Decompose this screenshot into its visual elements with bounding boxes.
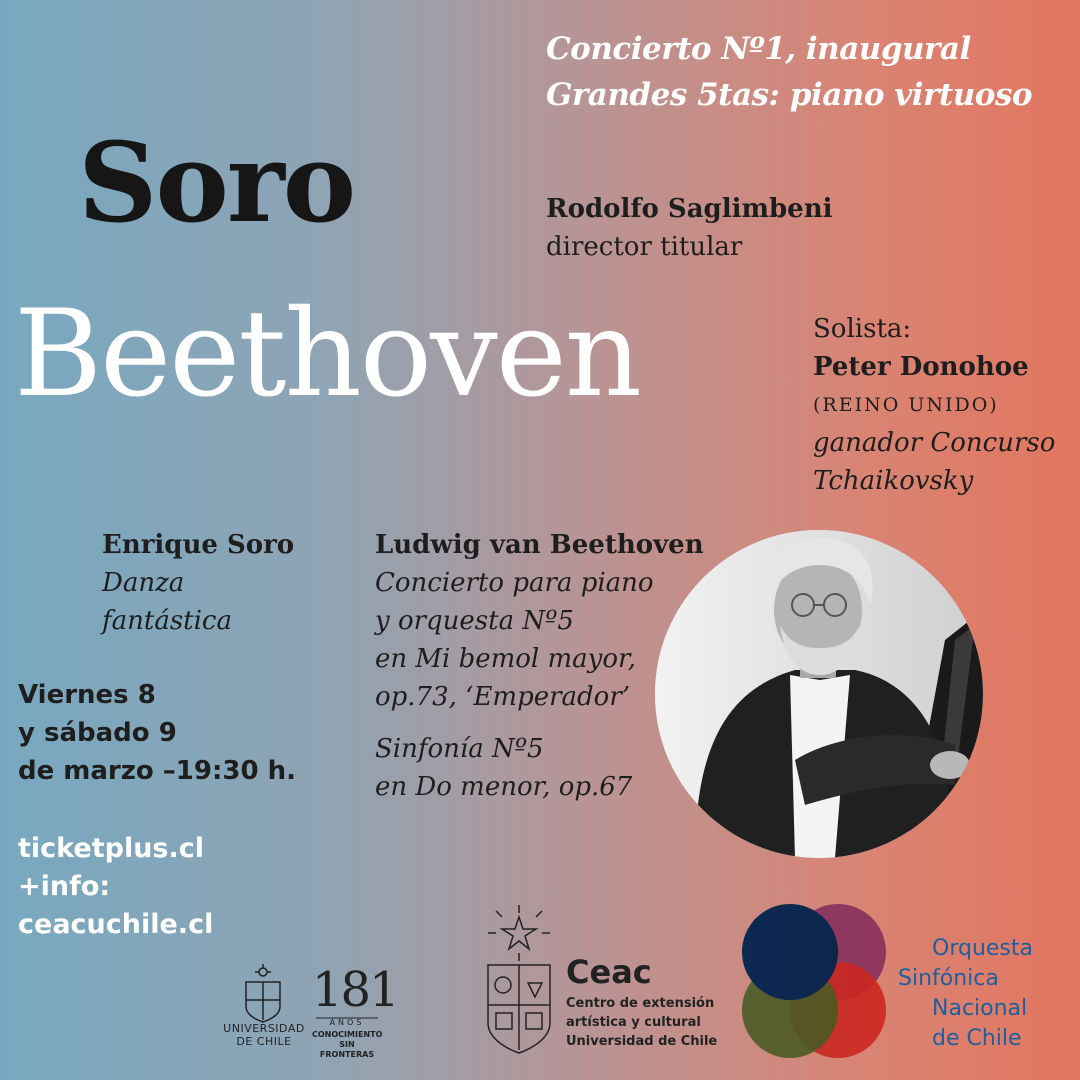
ceac-star-emblem-icon xyxy=(484,905,554,1055)
program-soro-composer: Enrique Soro xyxy=(102,530,295,560)
osn-name-line1: Orquesta xyxy=(932,936,1033,961)
osn-name xyxy=(898,934,1033,1054)
ceac-sub-line1: Centro de extensión xyxy=(566,996,715,1011)
piano-concerto-line1: Concierto para piano xyxy=(375,568,654,598)
concert-title: Concierto Nº1, inaugural xyxy=(546,31,971,67)
composer-beethoven-heading: Beethoven xyxy=(14,285,641,424)
uchile-name xyxy=(218,1022,310,1048)
schedule-line2: y sábado 9 xyxy=(18,718,177,748)
osn-name-line3: Nacional xyxy=(932,996,1028,1021)
schedule-line3: de marzo –19:30 h. xyxy=(18,756,297,786)
composer-soro-heading: Soro xyxy=(78,118,355,247)
soloist-award-line1: ganador Concurso xyxy=(813,428,1056,458)
schedule-block xyxy=(18,676,296,790)
soloist-portrait-photo xyxy=(655,530,983,858)
concert-series: Grandes 5tas: piano virtuoso xyxy=(546,77,1033,113)
osn-name-line2: Sinfónica xyxy=(898,966,999,991)
osn-circles-logo xyxy=(740,902,890,1062)
osn-name-line4: de Chile xyxy=(932,1026,1022,1051)
soloist-award-line2: Tchaikovsky xyxy=(813,466,974,496)
ceac-title: Ceac xyxy=(566,953,652,991)
ceac-subtitle xyxy=(566,994,717,1051)
program-beethoven xyxy=(375,526,704,806)
piano-concerto-line2: y orquesta Nº5 xyxy=(375,606,574,636)
symphony-line1: Sinfonía Nº5 xyxy=(375,734,544,764)
uchile-motto-line2: SIN FRONTERAS xyxy=(319,1040,375,1059)
director-name: Rodolfo Saglimbeni xyxy=(546,194,833,224)
program-beethoven-composer: Ludwig van Beethoven xyxy=(375,530,704,560)
uchile-name-line1: UNIVERSIDAD xyxy=(223,1022,305,1035)
uchile-years: 181 xyxy=(312,962,398,1018)
uchile-motto xyxy=(312,1030,382,1060)
uchile-motto-line1: CONOCIMIENTO xyxy=(312,1030,383,1039)
piano-concerto-line4: op.73, ‘Emperador’ xyxy=(375,682,631,712)
uchile-years-label: AÑOS xyxy=(329,1018,365,1027)
concert-title-block xyxy=(546,26,1066,118)
ceac-sub-line3: Universidad de Chile xyxy=(566,1034,718,1049)
soloist-label: Solista: xyxy=(813,314,912,344)
program-soro xyxy=(102,526,294,640)
info-link[interactable]: ceacuchile.cl xyxy=(18,909,214,940)
director-role: director titular xyxy=(546,232,743,262)
links-block xyxy=(18,830,213,944)
program-soro-work-line2: fantástica xyxy=(102,606,232,636)
tickets-link[interactable]: ticketplus.cl xyxy=(18,833,205,864)
program-soro-work-line1: Danza xyxy=(102,568,185,598)
soloist-country: (REINO UNIDO) xyxy=(813,394,999,416)
uchile-name-line2: DE CHILE xyxy=(236,1035,292,1048)
schedule-line1: Viernes 8 xyxy=(18,680,156,710)
info-label: +info: xyxy=(18,871,111,902)
soloist-block xyxy=(813,310,1055,500)
soloist-name: Peter Donohoe xyxy=(813,352,1029,382)
ceac-sub-line2: artística y cultural xyxy=(566,1015,701,1030)
piano-concerto-line3: en Mi bemol mayor, xyxy=(375,644,636,674)
director-block xyxy=(546,190,833,266)
symphony-line2: en Do menor, op.67 xyxy=(375,772,633,802)
